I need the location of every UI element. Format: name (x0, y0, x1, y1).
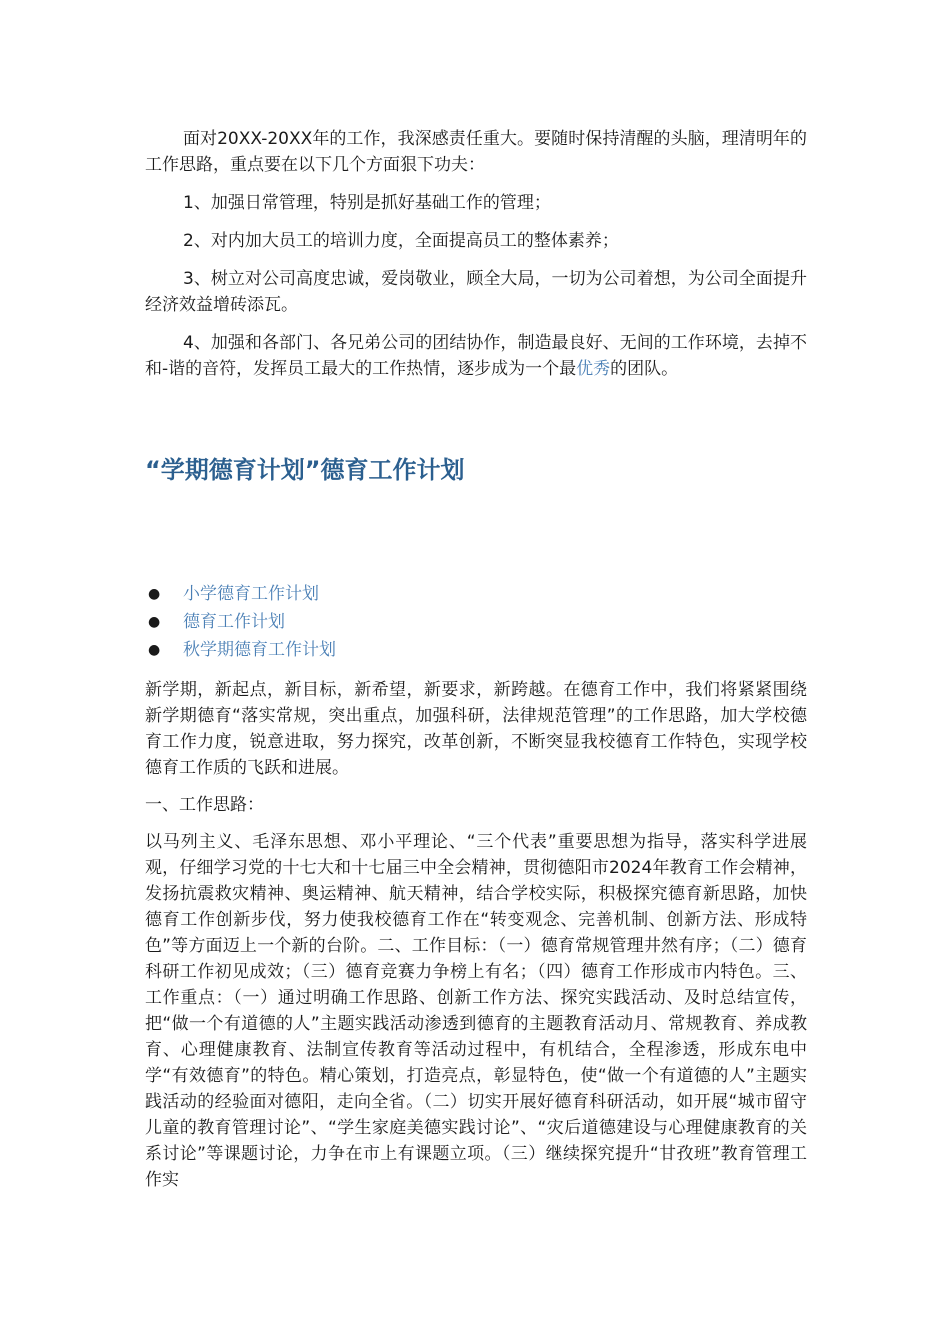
related-link-item (145, 608, 336, 636)
body-section-heading: 一、工作思路： (145, 795, 264, 815)
bullet-icon: ● (148, 614, 161, 630)
body-paragraph-2: 以马列主义、毛泽东思想、邓小平理论、“三个代表”重要思想为指导，落实科学进展观，仔细学习党的十七大和十七届三中全会精神，贯彻德阳市2024年教育工作会精神，发扬抗震救灾精神、奥运精神、航天精神，结合学校实际，积极探究德育新思路，加快德育工作创新步伐，努力使我校德育工作在“转变观念、完善机制、创新方法、形成特色”等方面迈上一个新的台阶。二、工作目标：（一）德育常规管理井然有序；（二）德育科研工作初见成效；（三）德育竞赛力争榜上有名；（四）德育工作形成市内特色。三、工作重点：（一）通过明确工作思路、创新工作方法、探究实践活动、及时总结宣传，把“做一个有道德的人”主题实践活动渗透到德育的主题教育活动月、常规教育、养成教育、心理健康教育、法制宣传教育等活动过程中，有机结合，全程渗透，形成东电中学“有效德育”的特色。精心策划，打造亮点，彰显特色，使“做一个有道德的人”主题实践活动的经验面对德阳，走向全省。（二）切实开展好德育科研活动，如开展“城市留守儿童的教育管理讨论”、“学生家庭美德实践讨论”、“灾后道德建设与心理健康教育的关系讨论”等课题讨论，力争在市上有课题立项。（三）继续探究提升“甘孜班”教育管理工作实 (145, 832, 807, 1190)
related-links-list (145, 580, 336, 664)
intro-paragraph: 面对20XX-20XX年的工作，我深感责任重大。要随时保持清醒的头脑，理清明年的工作思路，重点要在以下几个方面狠下功夫： (145, 129, 807, 175)
related-link-autumn-plan[interactable]: 秋学期德育工作计划 (183, 640, 336, 660)
intro-section (145, 126, 807, 382)
body-paragraph-1: 新学期，新起点，新目标，新希望，新要求，新跨越。在德育工作中，我们将紧紧围绕新学期德育“落实常规，突出重点，加强科研，法律规范管理”的工作思路，加大学校德育工作力度，锐意进取，努力探究，改革创新，不断突显我校德育工作特色，实现学校德育工作质的飞跃和进展。 (145, 680, 807, 778)
intro-item-2: 2、对内加大员工的培训力度，全面提高员工的整体素养； (183, 231, 619, 251)
related-link-item (145, 636, 336, 664)
bullet-icon: ● (148, 586, 161, 602)
intro-item-4-text-b: 的团队。 (610, 359, 679, 379)
intro-item-1: 1、加强日常管理，特别是抓好基础工作的管理； (183, 193, 551, 213)
article-title: “学期德育计划”德育工作计划 (145, 456, 465, 484)
intro-item-4-text-a: 4、加强和各部门、各兄弟公司的团结协作，制造最良好、无间的工作环境，去掉不和-谐的音符，发挥员工最大的工作热情，逐步成为一个最 (145, 333, 807, 379)
excellent-link[interactable]: 优秀 (576, 359, 611, 379)
intro-item-4 (145, 330, 807, 382)
bullet-icon: ● (148, 642, 161, 658)
related-link-primary-school-plan[interactable]: 小学德育工作计划 (183, 584, 319, 604)
article-body (145, 677, 807, 1193)
related-link-item (145, 580, 336, 608)
intro-item-3: 3、树立对公司高度忠诚，爱岗敬业，顾全大局，一切为公司着想，为公司全面提升经济效益增砖添瓦。 (145, 269, 807, 315)
related-link-moral-plan[interactable]: 德育工作计划 (183, 612, 285, 632)
